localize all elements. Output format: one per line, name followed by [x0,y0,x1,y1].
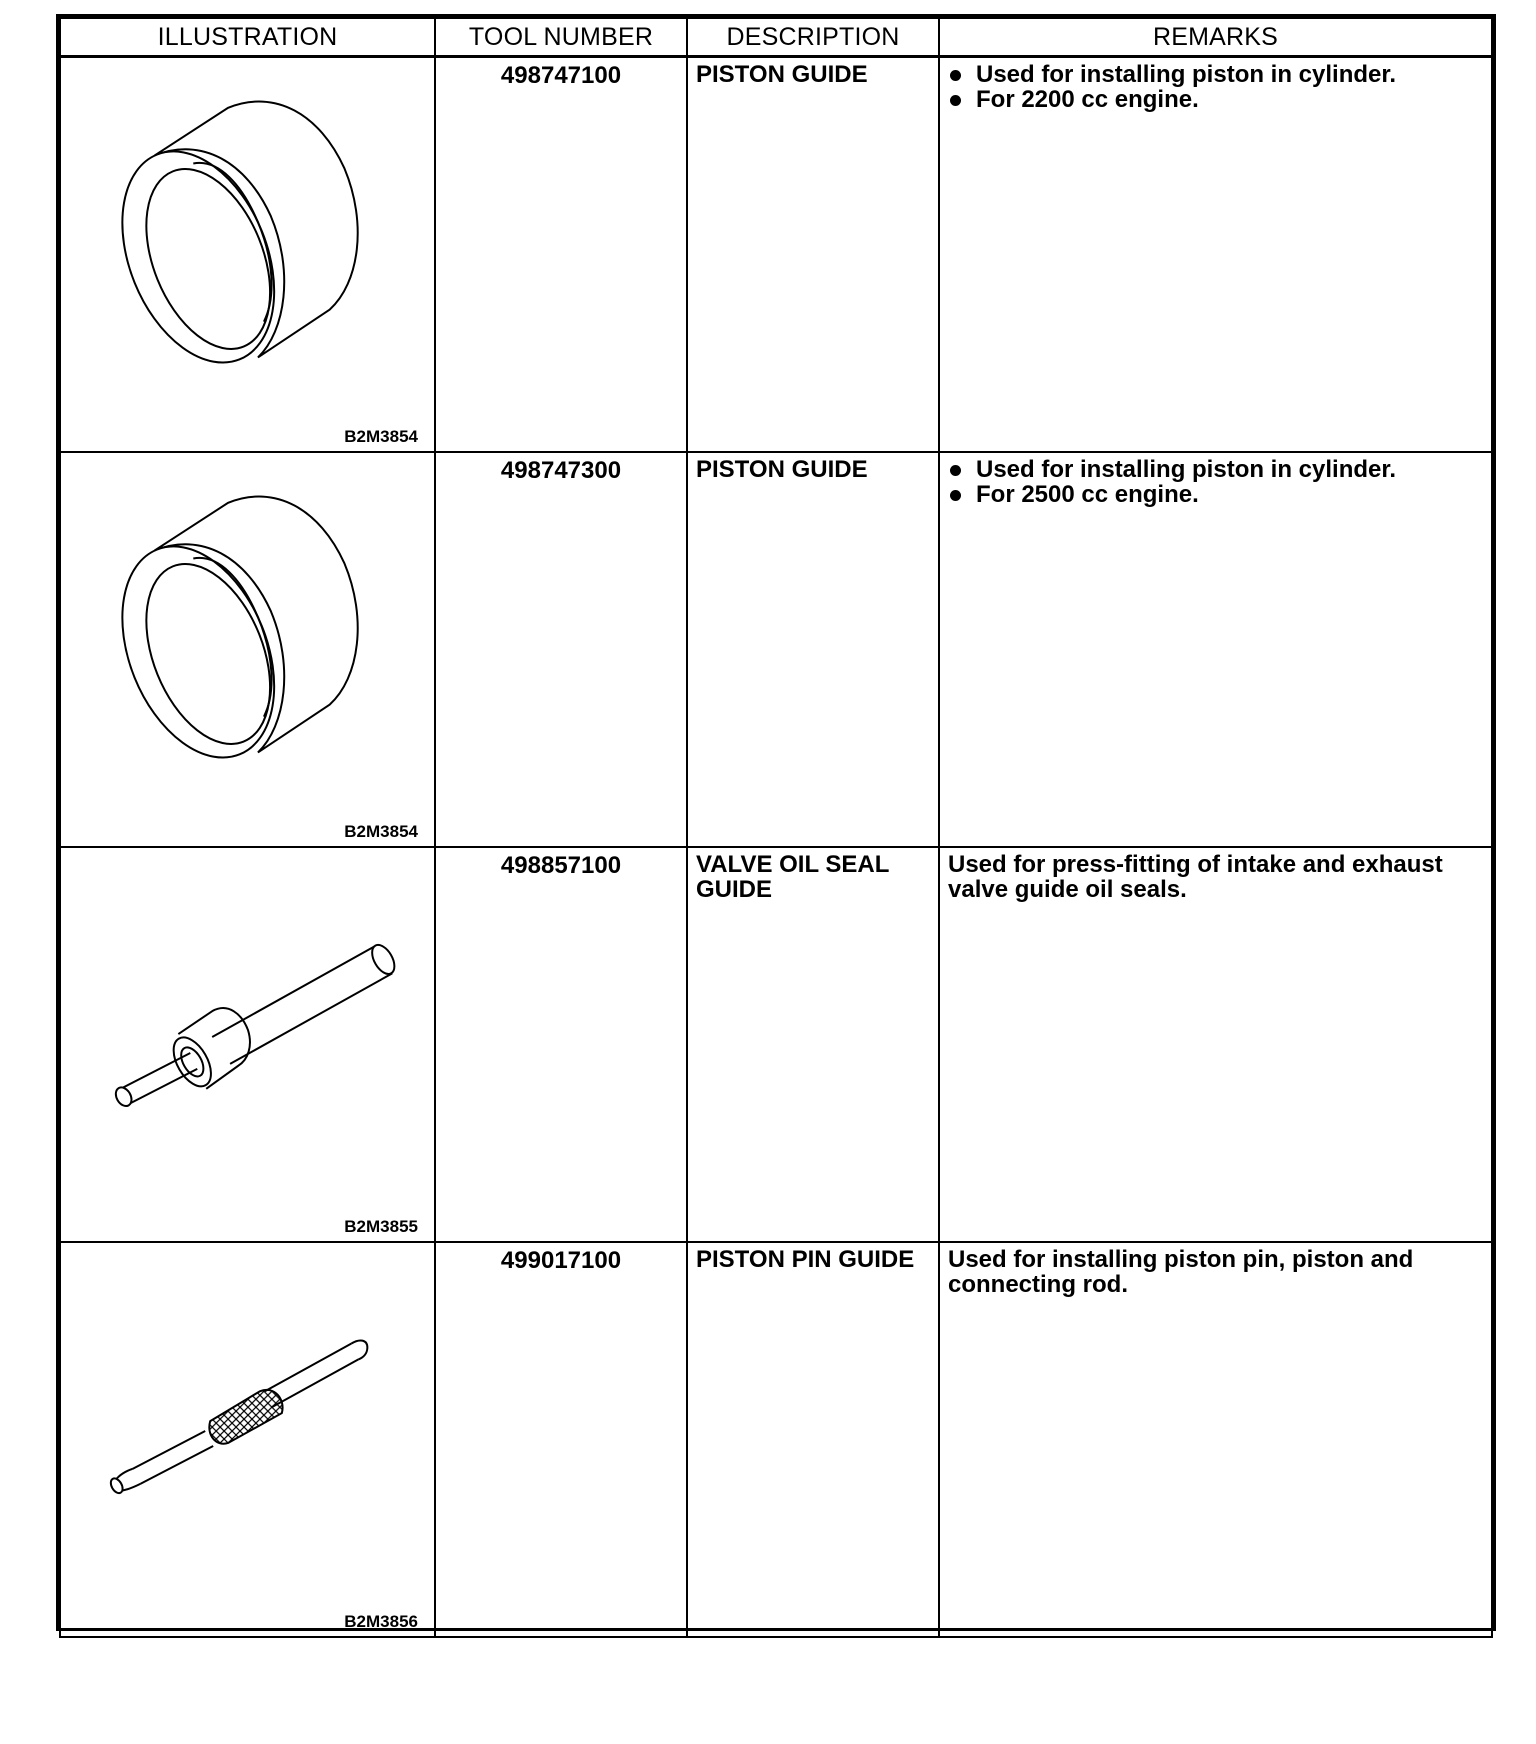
figure-code: B2M3854 [344,822,418,841]
tool-number: 499017100 [500,1247,622,1274]
header-tool-number: TOOL NUMBER [435,18,687,57]
remarks-cell [939,847,1492,1242]
tool-number: 498747100 [500,62,622,89]
table-row [60,1242,1492,1637]
description-cell [687,847,939,1242]
remarks [940,453,1491,507]
illustration-cell [60,1242,435,1637]
remarks-cell [939,452,1492,847]
valve-oil-seal-guide-icon [61,848,434,1241]
illustration-cell [60,847,435,1242]
tool-number-cell [435,452,687,847]
tool-number-cell [435,57,687,453]
bullet-icon [950,70,961,81]
description-cell [687,57,939,453]
header-illustration: ILLUSTRATION [60,18,435,57]
figure-code: B2M3854 [344,427,418,446]
figure-code: B2M3856 [344,1612,418,1631]
special-tools-table-frame [56,14,1496,1631]
remark-item [948,87,1483,112]
description-text: PISTON GUIDE [696,456,868,483]
description-text: PISTON GUIDE [696,61,868,88]
remarks [940,58,1491,112]
header-description: DESCRIPTION [687,18,939,57]
remark-text: Used for installing piston in cylinder. [976,456,1397,483]
remarks-list [948,457,1483,507]
remarks-list [948,62,1483,112]
remark-item [948,482,1483,507]
table-row [60,452,1492,847]
table-header-row [60,18,1492,57]
description-text: VALVE OIL SEAL GUIDE [696,851,889,903]
remarks-cell [939,57,1492,453]
tool-number-cell [435,1242,687,1637]
remark-text: Used for installing piston in cylinder. [976,61,1397,88]
table-row [60,57,1492,453]
remarks-text: Used for installing piston pin, piston and connecting rod. [948,1246,1414,1298]
description-text: PISTON PIN GUIDE [696,1246,915,1273]
tool-number: 498857100 [500,852,622,879]
header-remarks: REMARKS [939,18,1492,57]
remark-text: For 2200 cc engine. [976,86,1199,113]
remark-item [948,62,1483,87]
remark-text: For 2500 cc engine. [976,481,1199,508]
description-cell [687,452,939,847]
piston-guide-ring-icon [61,58,434,451]
illustration-cell [60,452,435,847]
remarks-cell [939,1242,1492,1637]
illustration-cell [60,57,435,453]
remark-item [948,457,1483,482]
bullet-icon [950,95,961,106]
piston-guide-ring-icon [61,453,434,846]
description-cell [687,1242,939,1637]
tool-number: 498747300 [500,457,622,484]
table-row [60,847,1492,1242]
remarks-text: Used for press-fitting of intake and exhaust valve guide oil seals. [948,851,1443,903]
bullet-icon [950,490,961,501]
piston-pin-guide-icon [61,1243,434,1636]
bullet-icon [950,465,961,476]
special-tools-table [59,17,1493,1638]
tool-number-cell [435,847,687,1242]
figure-code: B2M3855 [344,1217,418,1236]
